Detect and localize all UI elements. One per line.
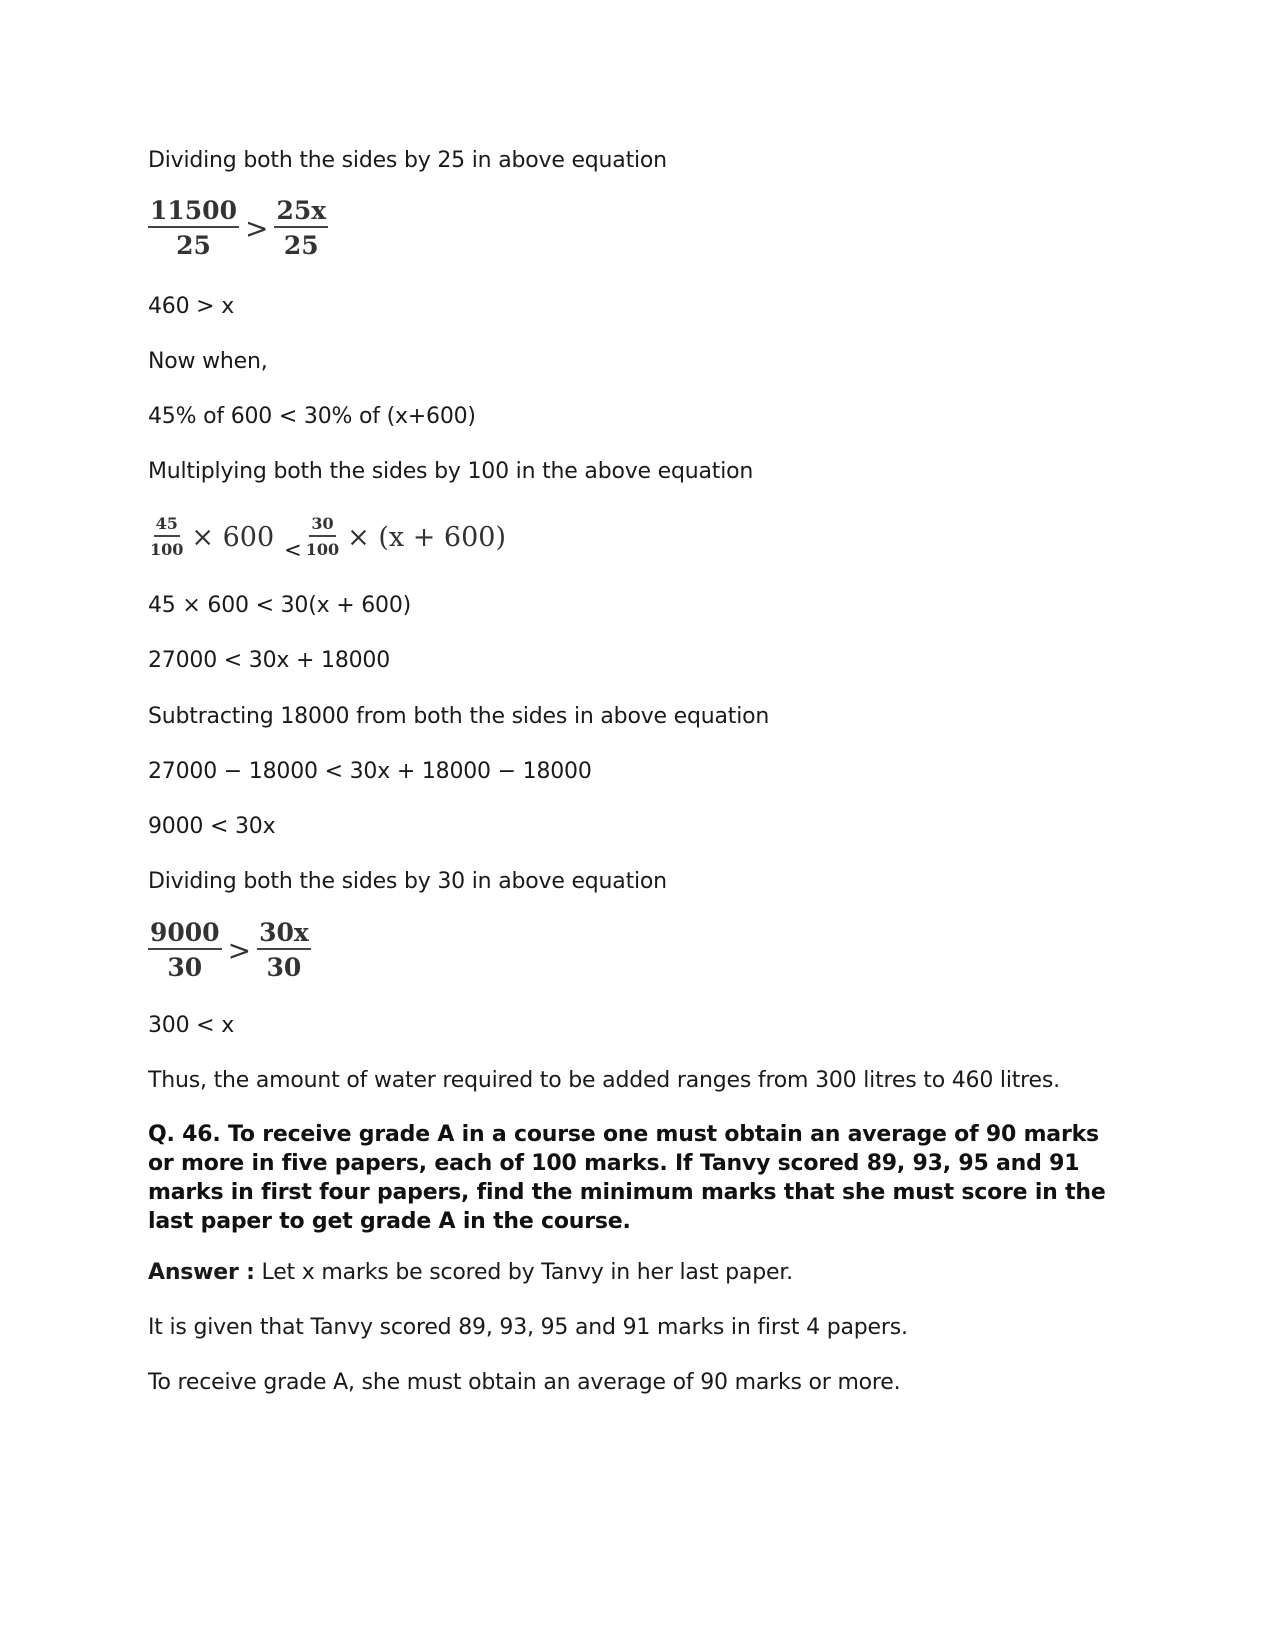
operator: <	[284, 538, 302, 562]
numerator: 25x	[274, 198, 328, 228]
fraction	[304, 516, 341, 558]
numerator: 45	[154, 516, 180, 537]
question-46: Q. 46. To receive grade A in a course one must obtain an average of 90 marks or more in five papers, each of 100 marks. If Tanvy scored 89, 93, 95 and 91 marks in first four papers, find the minimum marks that she must score in the last paper to get grade A in the course.	[148, 1122, 1106, 1234]
fraction-inequality-3	[148, 920, 311, 980]
fraction-inequality-2	[148, 512, 512, 562]
denominator: 100	[150, 540, 184, 559]
answer-line	[148, 1259, 793, 1287]
denominator: 30	[167, 953, 203, 982]
text-line: 27000 < 30x + 18000	[148, 648, 391, 673]
text-line: 45% of 600 < 30% of (x+600)	[148, 404, 476, 429]
text-line: To receive grade A, she must obtain an average of 90 marks or more.	[148, 1370, 901, 1395]
text-line: 460 > x	[148, 294, 235, 319]
denominator: 25	[283, 231, 319, 260]
text-line: Now when,	[148, 349, 268, 374]
text-line: 45 × 600 < 30(x + 600)	[148, 593, 412, 618]
text-line: Multiplying both the sides by 100 in the above equation	[148, 459, 754, 484]
answer-text: Let x marks be scored by Tanvy in her last paper.	[254, 1260, 793, 1285]
term: × 600	[191, 521, 275, 553]
fraction	[148, 920, 222, 980]
text-line: Thus, the amount of water required to be added ranges from 300 litres to 460 litres.	[148, 1068, 1060, 1093]
fraction	[148, 516, 185, 558]
numerator: 11500	[148, 198, 239, 228]
answer-label: Answer :	[148, 1260, 255, 1285]
operator: >	[244, 211, 269, 245]
text-line: 9000 < 30x	[148, 814, 276, 839]
fraction	[274, 198, 328, 258]
text-line: Dividing both the sides by 25 in above equation	[148, 148, 667, 173]
denominator: 100	[305, 540, 340, 559]
fraction	[257, 920, 311, 980]
operator: >	[227, 933, 252, 967]
denominator: 30	[266, 953, 302, 982]
text-line: It is given that Tanvy scored 89, 93, 95 and 91 marks in first 4 papers.	[148, 1315, 908, 1340]
numerator: 30	[309, 516, 335, 537]
text-line: 300 < x	[148, 1013, 235, 1038]
numerator: 9000	[148, 920, 222, 950]
denominator: 25	[176, 231, 211, 260]
text-line: 27000 − 18000 < 30x + 18000 − 18000	[148, 759, 592, 784]
fraction	[148, 198, 239, 258]
text-line: Dividing both the sides by 30 in above equation	[148, 869, 667, 894]
term: × (x + 600)	[347, 521, 506, 553]
numerator: 30x	[257, 920, 311, 950]
fraction-inequality-1	[148, 198, 328, 258]
text-line: Subtracting 18000 from both the sides in above equation	[148, 704, 770, 729]
